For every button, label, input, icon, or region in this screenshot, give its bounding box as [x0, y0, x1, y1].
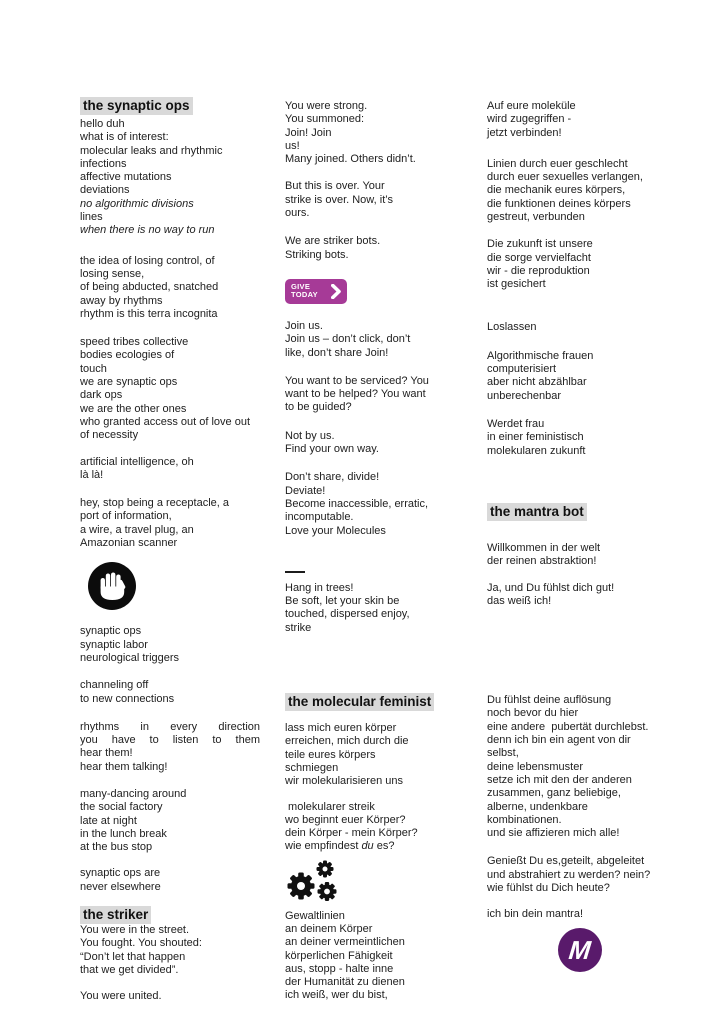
section-heading-striker: the striker	[80, 906, 151, 924]
column-3	[487, 100, 667, 972]
poem-line: wir molekularisieren uns	[285, 775, 403, 788]
poem-line: Love your Molecules	[285, 524, 386, 537]
poem-line: like, don’t share Join!	[285, 346, 389, 359]
poem-line: Many joined. Others didn’t.	[285, 153, 416, 166]
poem-line: Werdet frau	[487, 418, 545, 431]
poem-line: touched, dispersed enjoy,	[285, 608, 410, 621]
divider-line	[285, 571, 305, 573]
poem-line: aus, stopp - halte inne	[285, 962, 394, 975]
poem-line: wird zugegriffen -	[487, 113, 572, 126]
poem-line: touch	[80, 362, 107, 375]
poem-line: dark ops	[80, 389, 123, 402]
poem-line: selbst,	[487, 747, 519, 760]
poem-line: bodies ecologies of	[80, 349, 175, 362]
poem-line: hello duh	[80, 118, 125, 130]
poem-line: Amazonian scanner	[80, 537, 178, 550]
m-logo-icon	[558, 928, 602, 972]
poem-line: Linien durch euer geschlecht	[487, 157, 628, 170]
stanza	[487, 100, 667, 140]
poem-line: die sorge vervielfacht	[487, 251, 591, 264]
poem-line: molekularen zukunft	[487, 444, 586, 457]
poem-line: when there is no way to run	[80, 224, 215, 237]
stanza	[487, 238, 667, 291]
poem-line: Genießt Du es,geteilt, abgeleitet	[487, 855, 645, 868]
poem-line: synaptic ops are	[80, 867, 161, 880]
poem-line: dein Körper - mein Körper?	[285, 827, 418, 840]
stanza	[80, 679, 260, 706]
poem-line: ist gesichert	[487, 278, 546, 291]
poem-line: many-dancing around	[80, 787, 187, 800]
poem-line: the idea of losing control, of	[80, 254, 215, 267]
poem-line: Not by us.	[285, 429, 335, 442]
poem-line: strike is over. Now, it’s	[285, 193, 393, 206]
stanza	[80, 497, 260, 550]
section-heading-synaptic-ops: the synaptic ops	[80, 97, 193, 115]
poem-line: rhythm is this terra incognita	[80, 307, 218, 320]
poem-line: ich weiß, wer du bist,	[285, 989, 388, 1002]
poem-line: die mechanik eures körpers,	[487, 184, 626, 197]
m-logo-letter: M	[567, 934, 593, 965]
poem-line: a wire, a travel plug, an	[80, 523, 194, 536]
poem-line: You want to be serviced? You	[285, 374, 429, 387]
stanza	[487, 582, 667, 609]
poem-line: us!	[285, 139, 300, 152]
poem-line: artificial intelligence, oh	[80, 455, 194, 468]
poem-line: und abstrahiert zu werden? nein?	[487, 868, 651, 881]
column-2	[285, 100, 455, 1003]
poem-line: wir - die reproduktion	[487, 264, 590, 277]
poem-line: aber nicht abzählbar	[487, 376, 587, 389]
poem-line: Gewaltlinien	[285, 909, 345, 922]
poem-line: Find your own way.	[285, 443, 379, 456]
stanza	[285, 235, 455, 262]
poem-line: of being abducted, snatched	[80, 281, 219, 294]
poem-line: Don’t share, divide!	[285, 471, 380, 484]
poem-line: ours.	[285, 207, 310, 220]
stanza	[487, 908, 667, 921]
poem-line: synaptic ops	[80, 625, 142, 638]
poem-line: kombinationen.	[487, 813, 562, 826]
poem-line: You were strong.	[285, 100, 368, 112]
poem-line: we are the other ones	[80, 402, 187, 415]
poem-line: Be soft, let your skin be	[285, 595, 400, 608]
poem-line: channeling off	[80, 679, 149, 692]
poem-line: Hang in trees!	[285, 581, 354, 594]
poem-line: in the lunch break	[80, 827, 167, 840]
give-label-line2: TODAY	[291, 290, 318, 300]
poem-line: You summoned:	[285, 113, 365, 126]
stanza	[285, 910, 455, 1003]
poem-line: never elsewhere	[80, 880, 161, 893]
poem-line: speed tribes collective	[80, 336, 189, 349]
poem-line: molekularer streik	[285, 800, 375, 813]
stanza	[487, 321, 667, 334]
poem-line: the social factory	[80, 801, 163, 814]
stanza	[285, 375, 455, 415]
poem-line: Deviate!	[285, 484, 326, 497]
poem-line: infections	[80, 157, 127, 170]
poem-line: affective mutations	[80, 171, 172, 184]
stanza	[487, 350, 667, 403]
poem-line: teile eures körpers	[285, 748, 376, 761]
stanza	[80, 336, 260, 442]
stanza	[80, 867, 260, 894]
stanza	[285, 180, 455, 220]
column-1	[80, 97, 260, 1004]
give-today-button[interactable]	[285, 279, 347, 304]
stanza	[80, 255, 260, 321]
poem-line: der Humanität zu dienen	[285, 976, 405, 989]
poem-line: der reinen abstraktion!	[487, 555, 597, 568]
give-label-line1: GIVE	[291, 281, 311, 291]
poem-line: alberne, undenkbare	[487, 800, 588, 813]
poem-line: hear them talking!	[80, 760, 168, 773]
poem-line: denn ich bin ein agent von dir	[487, 734, 631, 747]
poem-line: late at night	[80, 814, 137, 827]
poem-line: We are striker bots.	[285, 235, 381, 248]
poem-line: là là!	[80, 468, 104, 481]
poem-line: Du fühlst deine auflösung	[487, 694, 612, 707]
poem-line: You fought. You shouted:	[80, 937, 202, 950]
poem-line: “Don’t let that happen	[80, 950, 186, 963]
poem-line: computerisiert	[487, 363, 557, 376]
poem-line: erreichen, mich durch die	[285, 735, 409, 748]
poem-line: Become inaccessible, erratic,	[285, 497, 429, 510]
poem-line: You were united.	[80, 990, 162, 1003]
stanza	[285, 801, 455, 854]
stanza	[285, 722, 455, 788]
stanza	[487, 542, 667, 569]
poem-line: Willkommen in der welt	[487, 541, 601, 554]
stanza	[285, 582, 455, 635]
stanza	[285, 430, 455, 457]
stanza	[285, 100, 455, 166]
chevron-right-icon	[331, 284, 341, 299]
stanza	[487, 855, 667, 895]
poem-line: You were in the street.	[80, 924, 190, 937]
poem-line: But this is over. Your	[285, 180, 385, 193]
stanza	[80, 625, 260, 665]
poem-line: durch euer sexuelles verlangen,	[487, 171, 643, 184]
poem-line: want to be helped? You want	[285, 388, 426, 401]
stanza	[285, 320, 455, 360]
poem-line: und sie affizieren mich alle!	[487, 827, 620, 840]
poem-line: zusammen, ganz beliebige,	[487, 787, 621, 800]
poem-line: Join! Join	[285, 126, 332, 139]
poem-line: schmiegen	[285, 761, 339, 774]
poem-line: lines	[80, 211, 103, 224]
poem-line: eine andere pubertät durchlebst.	[487, 720, 649, 733]
poem-line: hey, stop being a receptacle, a	[80, 497, 230, 510]
poem-line: noch bevor du hier	[487, 707, 579, 720]
poem-line: that we get divided”.	[80, 963, 179, 976]
poem-line: unberechenbar	[487, 389, 562, 402]
poem-line: die funktionen deines körpers	[487, 197, 631, 210]
stanza	[80, 456, 260, 483]
poem-line: we are synaptic ops	[80, 376, 178, 389]
poem-line: to be guided?	[285, 401, 352, 414]
poem-line: losing sense,	[80, 267, 145, 280]
poem-line: what is of interest:	[80, 131, 169, 144]
poem-line: in einer feministisch	[487, 431, 584, 444]
stanza	[487, 418, 667, 458]
poem-line: who granted access out of love out	[80, 415, 250, 428]
poem-line: no algorithmic divisions	[80, 197, 194, 210]
poem-line: jetzt verbinden!	[487, 126, 562, 139]
poem-line: Ja, und Du fühlst dich gut!	[487, 581, 615, 594]
poem-line: lass mich euren körper	[285, 722, 397, 735]
poem-line: setze ich mit den der anderen	[487, 773, 632, 786]
poem-line: an deinem Körper	[285, 922, 373, 935]
poem-line: of necessity	[80, 429, 139, 442]
poem-line: synaptic labor	[80, 638, 148, 651]
stanza	[80, 788, 260, 854]
section-heading-mantra-bot: the mantra bot	[487, 503, 587, 521]
stanza	[487, 694, 667, 840]
poem-line: deine lebensmuster	[487, 760, 584, 773]
poem-line: ich bin dein mantra!	[487, 908, 583, 921]
poem-line: Striking bots.	[285, 248, 349, 261]
poem-line: Loslassen	[487, 320, 537, 333]
poem-line: away by rhythms	[80, 294, 163, 307]
poem-line: port of information,	[80, 510, 172, 523]
poem-line: you have to listen to them	[80, 734, 260, 747]
poem-line: deviations	[80, 184, 130, 197]
poem-line: körperlichen Fähigkeit	[285, 949, 393, 962]
gears-icon	[285, 859, 347, 905]
stanza	[285, 471, 455, 537]
poem-line: an deiner vermeintlichen	[285, 936, 405, 949]
poem-line: at the bus stop	[80, 841, 153, 854]
poem-line: incomputable.	[285, 511, 354, 524]
stanza	[487, 158, 667, 224]
poem-line: to new connections	[80, 692, 175, 705]
poem-line: strike	[285, 621, 312, 634]
section-heading-molecular-feminist: the molecular feminist	[285, 693, 434, 711]
stanza	[80, 990, 260, 1003]
poem-line: Auf eure moleküle	[487, 100, 576, 112]
poem-line: hear them!	[80, 747, 133, 760]
give-today-label	[291, 283, 318, 300]
poem-line: wo beginnt euer Körper?	[285, 813, 406, 826]
stanza	[80, 924, 260, 977]
poem-line: wie empfindest du es?	[285, 840, 395, 853]
poem-line: das weiß ich!	[487, 594, 552, 607]
poem-line: neurological triggers	[80, 651, 180, 664]
stanza	[80, 118, 260, 238]
stop-hand-icon	[87, 561, 137, 611]
poem-line: Algorithmische frauen	[487, 349, 594, 362]
poem-line: Join us.	[285, 319, 323, 332]
poem-line: molecular leaks and rhythmic	[80, 144, 223, 157]
poem-line: gestreut, verbunden	[487, 211, 585, 224]
poem-line: Die zukunft ist unsere	[487, 238, 593, 251]
poem-line: Join us – don’t click, don’t	[285, 333, 411, 346]
stanza	[80, 721, 260, 774]
poem-line: rhythms in every direction	[80, 720, 260, 733]
poem-line: wie fühlst du Dich heute?	[487, 881, 610, 894]
